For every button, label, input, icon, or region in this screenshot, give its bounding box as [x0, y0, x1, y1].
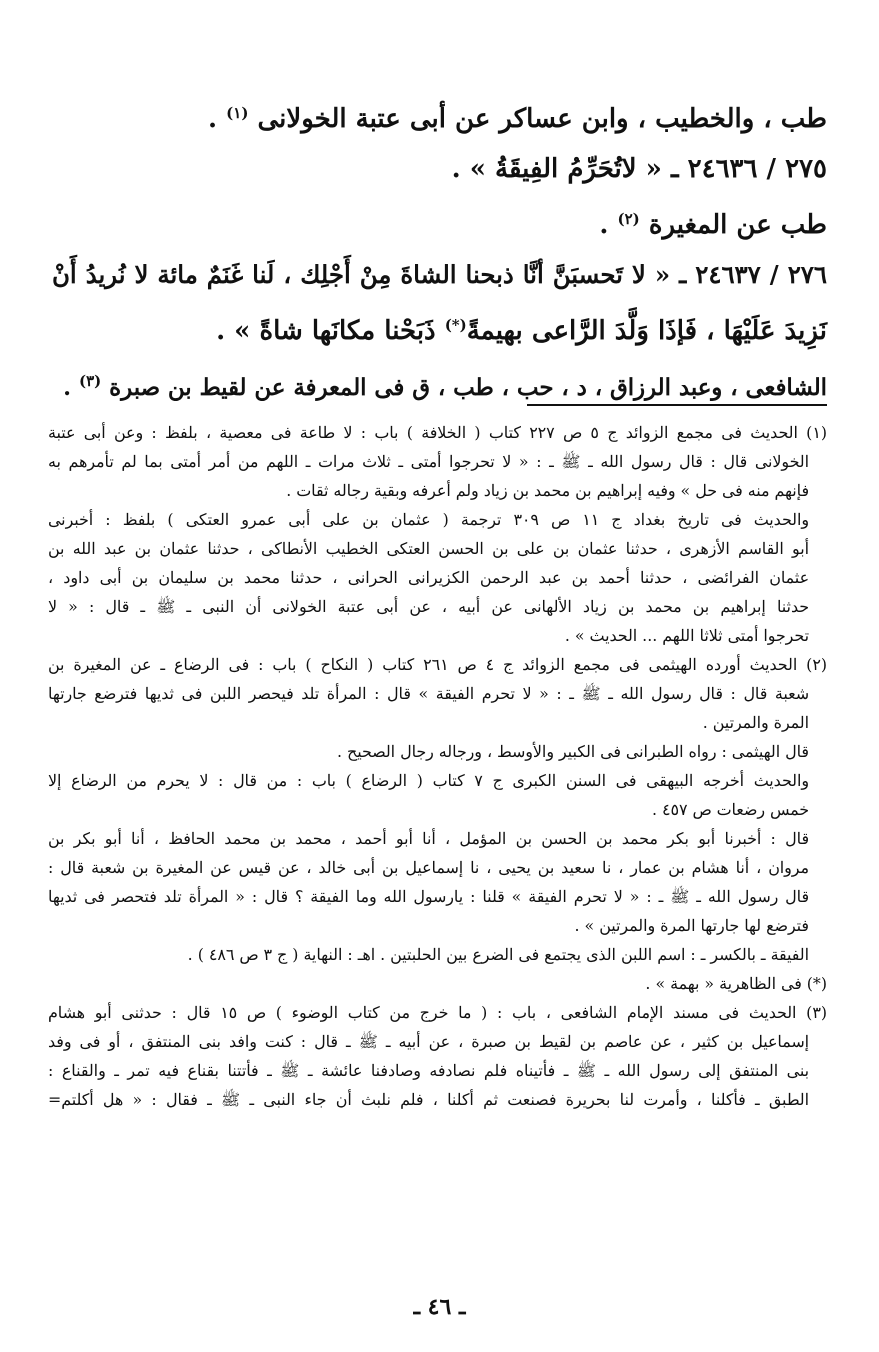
footnote-line: حدثنا إبراهيم بن محمد بن زياد الألهانى عن أبيه ، عن أبى عتبة الخولانى أن النبى ـ ﷺ ـ قال : « لا — [48, 597, 809, 616]
footnote-line: الفيقة ـ بالكسر ـ : اسم اللبن الذى يجتمع فى الضرع بين الحلبتين . اهـ : النهاية ( ج ٣ ص ٤٨٦ ) . — [187, 945, 809, 964]
footnote-line: إسماعيل بن كثير ، عن عاصم بن لقيط بن صبرة ، عن أبيه ـ ﷺ ـ قال : كنت وافد بنى المنتفق ، أو فى وفد — [48, 1032, 809, 1051]
footnote-ref: (٣) — [78, 372, 102, 390]
footnote-divider — [527, 404, 827, 406]
footnote-line: (٢) الحديث أورده الهيثمى فى مجمع الزوائد ج ٤ ص ٢٦١ كتاب ( النكاح ) باب : فى الرضاع ـ عن المغيرة بن — [48, 655, 827, 674]
main-line: طب عن المغيرة $^{(٢)}$ . — [599, 210, 827, 240]
footnotes — [48, 418, 827, 1114]
footnote-ref: (٢) — [617, 210, 640, 228]
footnote-line: بنى المنتفق إلى رسول الله ـ ﷺ ـ فأتيناه فلم نصادفه وصادفنا عائشة ـ ﷺ ـ فأتتنا بقناع فيه تمر ـ والقناع : — [48, 1061, 809, 1080]
footnote-line: قال : أخبرنا أبو بكر محمد بن الحسن بن المؤمل ، أنا أبو أحمد ، محمد بن محمد الحافظ ، أنا أبو بكر بن — [48, 829, 809, 848]
footnote-line: الطبق ـ فأكلنا ، وأمرت لنا بحريرة فصنعت ثم أكلنا ، فلم نلبث أن جاء النبى ـ ﷺ ـ فقال : « هل أكلتم= — [48, 1090, 809, 1109]
footnote-line: أبو القاسم الأزهرى ، حدثنا عثمان بن على بن الحسن العتكى الخطيب الأنطاكى ، حدثنا عثمان بن عبد الله بن — [48, 539, 809, 558]
footnote-ref: (*) — [444, 316, 467, 334]
footnote-line: خمس رضعات ص ٤٥٧ . — [651, 800, 809, 819]
main-line: طب ، والخطيب ، وابن عساكر عن أبى عتبة الخولانى $^{(١)}$ . — [208, 104, 827, 134]
footnote-line: (*) فى الظاهرية « بهمة » . — [645, 974, 827, 993]
footnote-ref: (١) — [226, 104, 249, 122]
footnote-line: والحديث أخرجه البيهقى فى السنن الكبرى ج ٧ كتاب ( الرضاع ) باب : من قال : لا يحرم من الرضاع إلا — [48, 771, 809, 790]
footnote-line: قال الهيثمى : رواه الطبرانى فى الكبير والأوسط ، ورجاله رجال الصحيح . — [336, 742, 809, 761]
footnote-line: المرة والمرتين . — [702, 713, 809, 732]
footnote-line: شعبة قال : قال رسول الله ـ ﷺ ـ : « لا تحرم الفيقة » قال : المرأة تلد فيحصر اللبن فى ثديها فترضع جارتها — [48, 684, 809, 703]
footnote-line: فإنهم منه فى حل » وفيه إبراهيم بن محمد بن زياد ولم أعرفه وبقية رجاله ثقات . — [286, 481, 809, 500]
hadith-heading: ٢٧٥ / ٢٤٦٣٦ ـ « لاتُحَرِّمُ الفِيقَةُ » . — [451, 154, 827, 184]
footnote-line: تحرجوا أمتى ثلاثا اللهم ... الحديث » . — [564, 626, 809, 645]
footnote-line: عثمان الفرائضى ، حدثنا أحمد بن عبد الرحمن الكزيرانى الحرانى ، حدثنا محمد بن سليمان بن أبى داود ، — [48, 568, 809, 587]
main-line: الشافعى ، وعبد الرزاق ، د ، حب ، طب ، ق فى المعرفة عن لقيط بن صبرة $^{(٣)}$ . — [63, 372, 827, 401]
footnote-line: فترضع لها جارتها المرة والمرتين » . — [574, 916, 809, 935]
footnote-line: (٣) الحديث فى مسند الإمام الشافعى ، باب : ( ما خرج من كتاب الوضوء ) ص ١٥ قال : حدثنى أبو هشام — [48, 1003, 827, 1022]
main-text — [52, 88, 827, 413]
hadith-heading: ٢٧٦ / ٢٤٦٣٧ ـ « لا تَحسبَنَّ أنَّا ذبحنا الشاةَ مِنْ أَجْلِك ، لَنا غَنَمٌ مائة لا نُريدُ أَنْ — [52, 260, 827, 289]
page-number: ـ ٤٦ ـ — [413, 1294, 466, 1320]
footnote-line: مروان ، أنا هشام بن عمار ، نا سعيد بن يحيى ، نا إسماعيل بن أبى خالد ، عن قيس عن المغيرة بن شعبة قال : — [48, 858, 809, 877]
footnote-line: قال رسول الله ـ ﷺ ـ : « لا تحرم الفيقة » قلنا : يارسول الله وما الفيقة ؟ قال : « المرأة تلد فتحصر فى ثديها — [48, 887, 809, 906]
footnote-line: والحديث فى تاريخ بغداد ج ١١ ص ٣٠٩ ترجمة ( عثمان بن على أبى عمرو العتكى ) بلفظ : أخبرنى — [48, 510, 809, 529]
footnote-line: (١) الحديث فى مجمع الزوائد ج ٥ ص ٢٢٧ كتاب ( الخلافة ) باب : لا طاعة فى معصية ، بلفظ : وعن أبى عتبة — [48, 423, 827, 442]
main-line: نَزِيدَ عَلَيْهَا ، فَإذَا وَلَّدَ الرَّاعى بهيمةً(*) ذَبَحْنا مكانَها شاةً » . — [216, 316, 827, 346]
footnote-line: الخولانى قال : قال رسول الله ـ ﷺ ـ : « لا تحرجوا أمتى ـ ثلاث مرات ـ اللهم من أمر أمتى بما لم تأمرهم به — [48, 452, 809, 471]
